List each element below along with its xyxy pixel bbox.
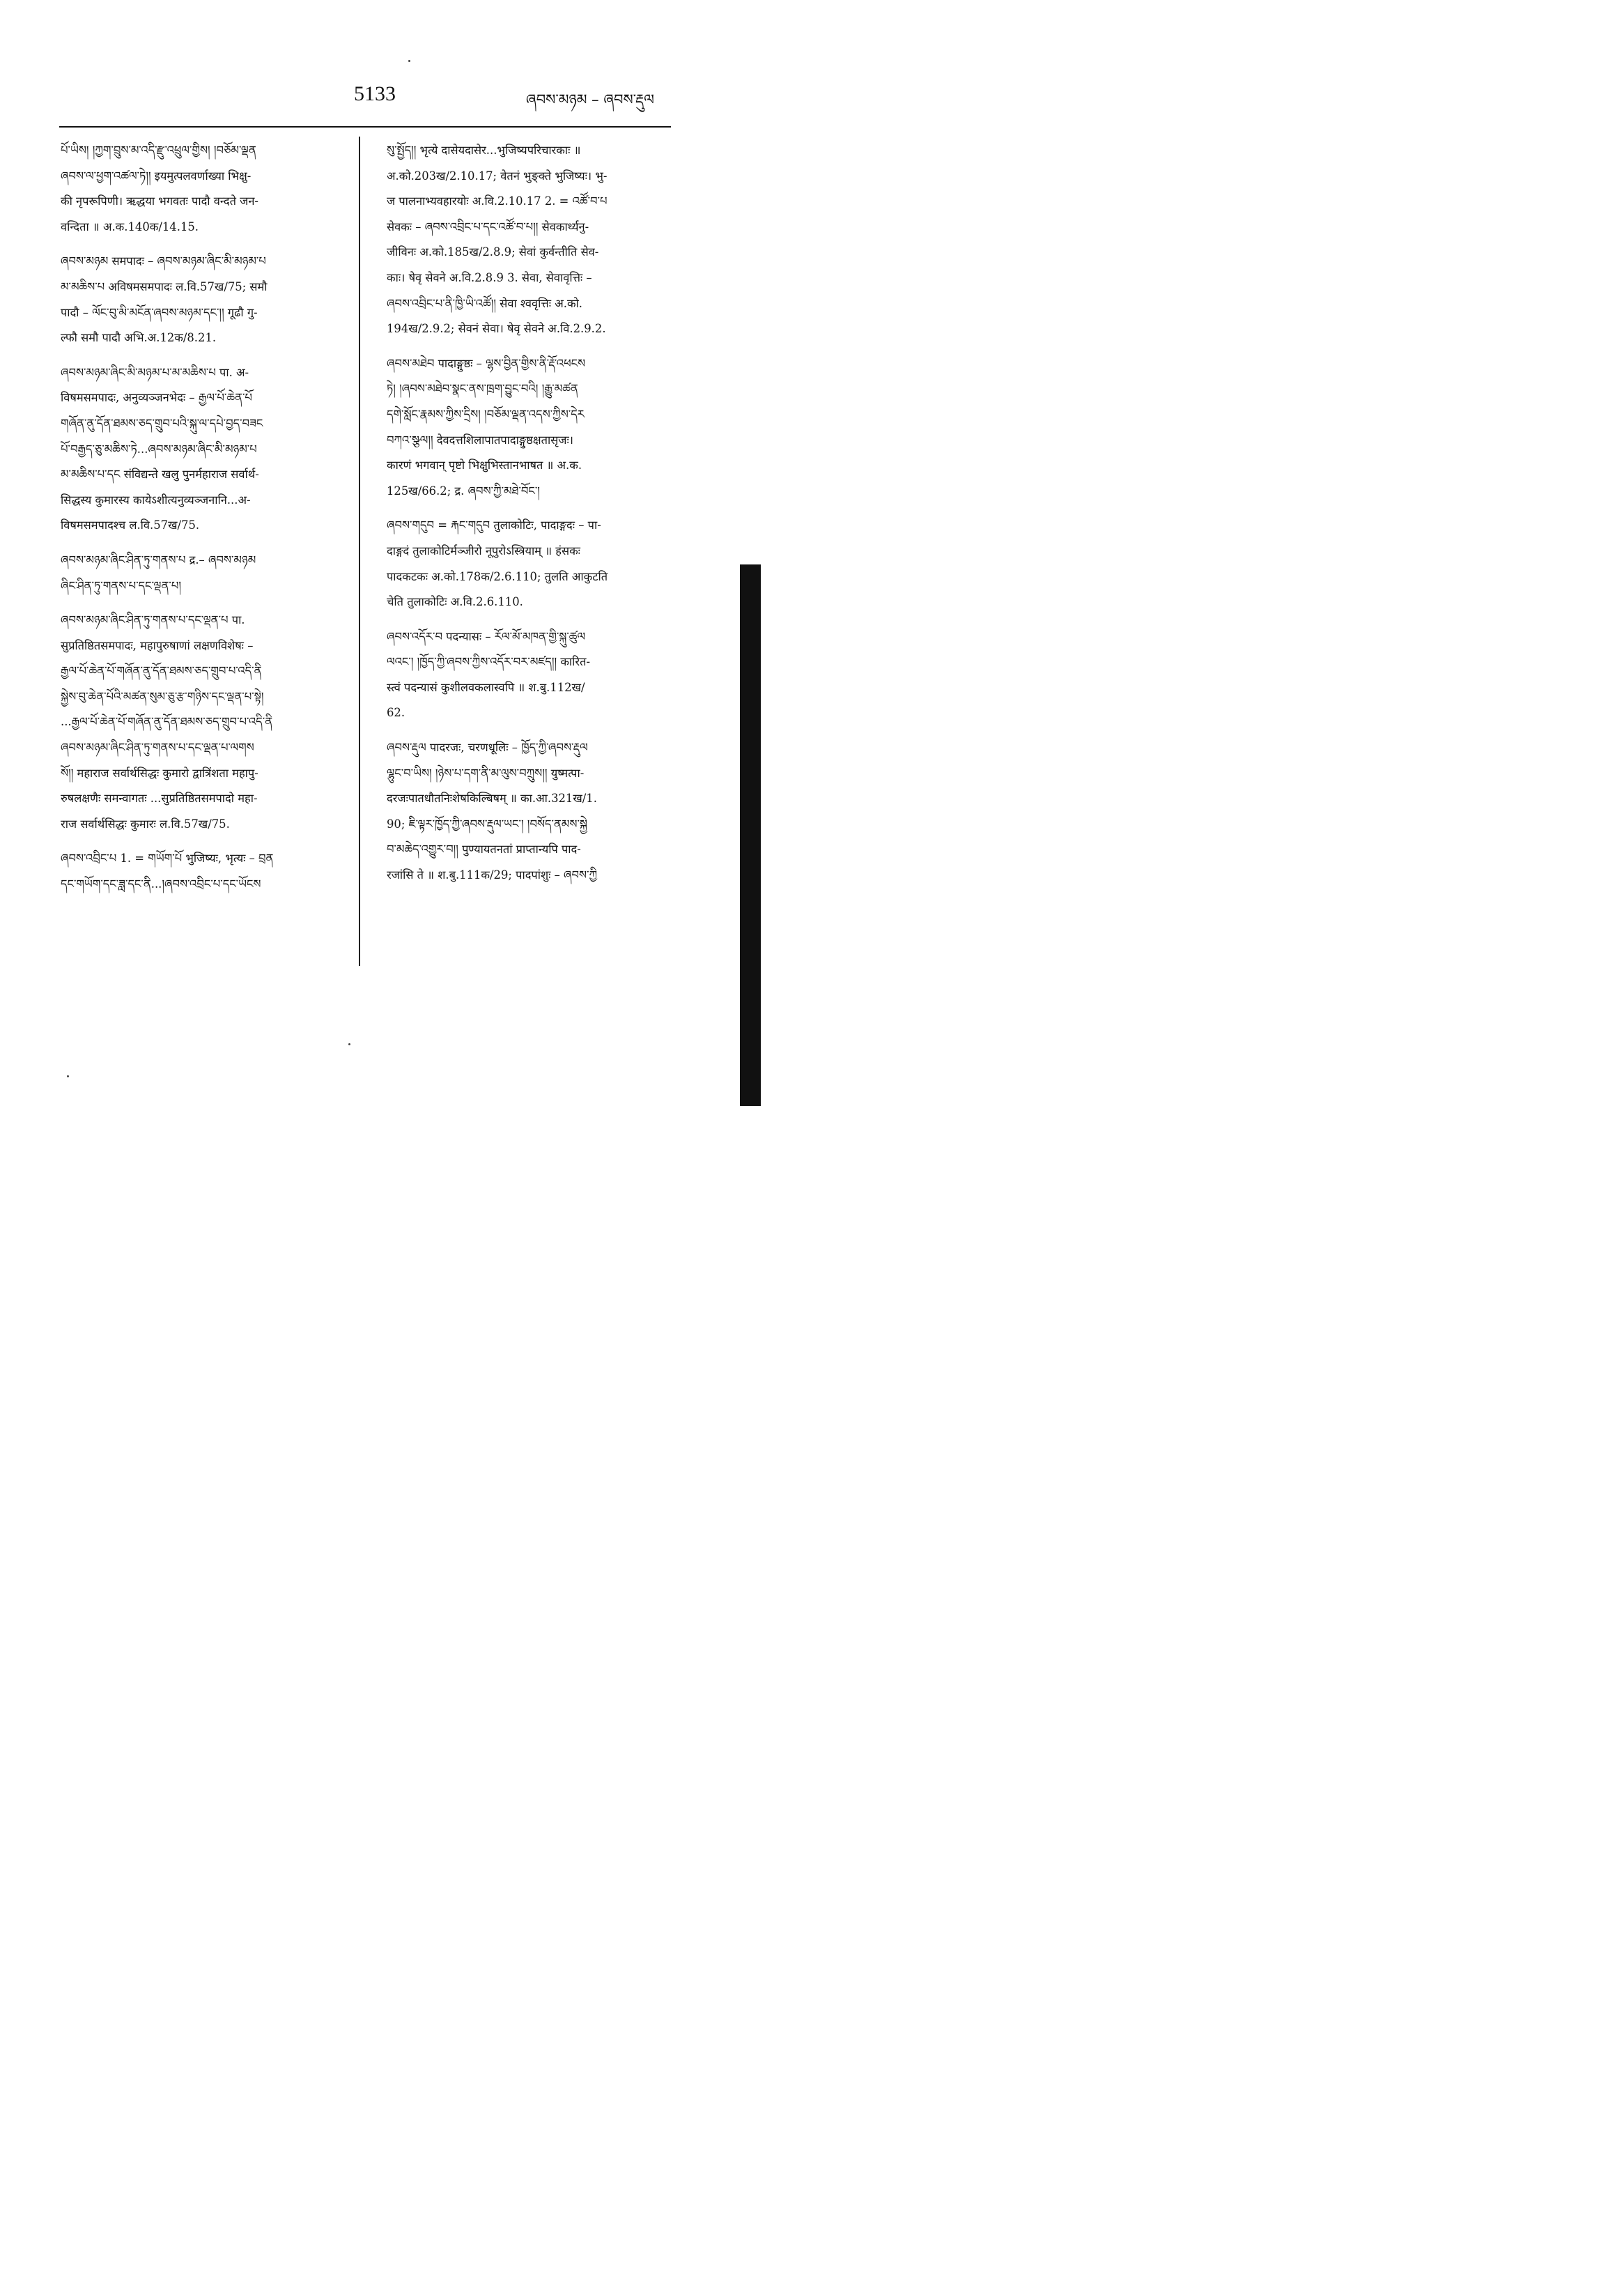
entry-line: ཞིང་ཤིན་ཏུ་གནས་པ་དང་ལྡན་པ། xyxy=(61,578,181,592)
entry-line: པོ་བརྒྱད་ཅུ་མཆིས་ཏེ...ཞབས་མཉམ་ཞིང་མི་མཉམ་པ xyxy=(61,442,257,456)
entry-line: पादकटकः अ.को.178क/2.6.110; तुलति आकुटति xyxy=(387,569,608,583)
entry-line: བ་མཆེད་འགྱུར་བ།། पुण्यायतनतां प्राप्तान्यपि पाद- xyxy=(387,843,581,856)
entry-line: བཀའ་སྩལ།། देवदत्तशिलापातपादाङ्गुष्ठक्षतासृजः। xyxy=(387,433,573,447)
entry-line: सेवकः – ཞབས་འབྲིང་པ་དང་འཚོ་བ་པ།། सेवकार्थ्यनु- xyxy=(387,220,589,233)
entry-line: दरजःपातधौतनिःशेषकिल्बिषम् ॥ का.आ.321ख/1. xyxy=(387,792,597,806)
entry-line: ཞབས་མཉམ समपादः – ཞབས་མཉམ་ཞིང་མི་མཉམ་པ xyxy=(61,254,266,268)
entry-line: काः। षेवृ सेवने अ.वि.2.8.9 3. सेवा, सेवावृत्तिः – xyxy=(387,270,592,284)
header-rule xyxy=(59,126,671,128)
entry-line: विषमसमपादः, अनुव्यञ्जनभेदः – རྒྱལ་པོ་ཆེན་པོ xyxy=(61,391,252,405)
dictionary-entry xyxy=(61,138,341,240)
entry-line: ཞབས་མཐེབ पादाङ्गुष्ठः – ལྷས་བྱིན་གྱིས་ནི་རྡོ་འཕངས xyxy=(387,356,586,370)
entry-line: रजांसि ते ॥ श.बु.111क/29; पादपांशुः – ཞབས་ཀྱི xyxy=(387,868,598,882)
entry-line: सिद्धस्य कुमारस्य कायेऽशीत्यनुव्यञ्जनानि...अ- xyxy=(61,493,251,507)
entry-line: དང་གཡོག་དང་ཟླ་དང་ནི...།ཞབས་འབྲིང་པ་དང་ཡོངས xyxy=(61,877,261,891)
entry-line: 62. xyxy=(387,706,405,720)
dictionary-entry xyxy=(61,608,341,837)
dictionary-entry xyxy=(61,548,341,599)
page-number: 5133 xyxy=(354,82,396,105)
dictionary-entry xyxy=(61,249,341,351)
dictionary-entry xyxy=(61,846,341,897)
entry-line: ཞབས་གདུབ = རྐང་གདུབ तुलाकोटिः, पादाङ्गदः – पा- xyxy=(387,518,601,532)
entry-line: ཞབས་ལ་ཕྱག་འཚལ་ཏེ།། इयमुत्पलवर्णाख्या भिक्षु- xyxy=(61,169,252,183)
dictionary-entry xyxy=(61,360,341,539)
page-header xyxy=(0,0,784,136)
entry-line: དགེ་སློང་རྣམས་ཀྱིས་དྲིས། །བཅོམ་ལྡན་འདས་ཀྱིས་དེར xyxy=(387,407,585,421)
scan-speck xyxy=(348,1043,350,1045)
entry-line: ཞབས་འདོར་བ पदन्यासः – རོལ་མོ་མཁན་གྱི་སྐུ་ཚུལ xyxy=(387,629,586,643)
entry-line: པོ་ཡིས། །ཀྱག་བྲུས་མ་འདི་རྫུ་འཕྲུལ་གྱིས། །བཅོམ་ལྡན xyxy=(61,144,256,157)
dictionary-entry xyxy=(387,513,667,615)
running-head: ཞབས་མཉམ – ཞབས་རྡུལ xyxy=(526,91,654,108)
entry-line: वन्दिता ॥ अ.क.140क/14.15. xyxy=(61,220,199,233)
entry-line: 125ख/66.2; द्र. ཞབས་ཀྱི་མཐེ་བོང་། xyxy=(387,484,540,498)
entry-line: की नृपरूपिणी। ऋद्धया भगवतः पादौ वन्दते जन- xyxy=(61,194,258,208)
entry-line: ཞབས་མཉམ་ཞིང་ཤིན་ཏུ་གནས་པ द्र.– ཞབས་མཉམ xyxy=(61,553,256,567)
entry-line: སྐྱེས་བུ་ཆེན་པོའི་མཚན་སུམ་ཅུ་རྩ་གཉིས་དང་ལྡན་པ་སྟེ། xyxy=(61,689,264,703)
entry-line: ཞབས་མཉམ་ཞིང་ཤིན་ཏུ་གནས་པ་དང་ལྡན་པ पा. xyxy=(61,613,245,627)
entry-line: कारणं भगवान् पृष्टो भिक्षुभिस्तानभाषत ॥ अ.क. xyxy=(387,459,582,472)
entry-line: ཞབས་རྡུལ पादरजः, चरणधूलिः – ཁྱོད་ཀྱི་ཞབས་རྡུལ xyxy=(387,741,588,755)
entry-line: अ.को.203ख/2.10.17; वेतनं भुङ्क्ते भुजिष्यः। भु- xyxy=(387,169,608,183)
entry-line: རྒྱལ་པོ་ཆེན་པོ་གཞོན་ནུ་དོན་ཐམས་ཅད་གྲུབ་པ་འདི་ནི xyxy=(61,664,262,678)
dictionary-entry xyxy=(387,351,667,505)
entry-line: ཞབས་འབྲིང་པ 1. = གཡོག་པོ भुजिष्यः, भृत्यः – བྲན xyxy=(61,852,274,866)
scan-speck xyxy=(67,1075,69,1077)
entry-line: स्त्वं पदन्यासं कुशीलवकलास्वपि ॥ श.बु.112ख/ xyxy=(387,680,585,694)
entry-line: སོ།། महाराज सर्वार्थसिद्धः कुमारो द्वात्रिंशता महापु- xyxy=(61,766,258,780)
entry-line: ཏེ། །ཞབས་མཐེབ་སྣང་ནས་ཁྲག་བྱུང་བའི། །རྒྱུ་མཚན xyxy=(387,382,578,396)
entry-line: ཞབས་འབྲིང་པ་ནི་ཁྱི་ཡི་འཚོ།། सेवा श्ववृत्तिः अ.को. xyxy=(387,296,582,310)
entry-line: विषमसमपादश्च ल.वि.57ख/75. xyxy=(61,518,200,532)
entry-line: ल्फौ समौ पादौ अभि.अ.12क/8.21. xyxy=(61,331,217,345)
entry-continuation xyxy=(387,138,667,342)
entry-line: पादौ – ལོང་བུ་མི་མངོན་ཞབས་མཉམ་དང་།། गूढौ गु- xyxy=(61,305,258,319)
entry-line: 90; ཇི་ལྟར་ཁྱོད་ཀྱི་ཞབས་རྡུལ་ཡང་། །བསོད་ནམས་སྐྱེ xyxy=(387,817,587,831)
entry-line: ལའང་། །ཁྱོད་ཀྱི་ཞབས་ཀྱིས་འདོར་བར་མཛད།། कारित- xyxy=(387,655,590,669)
entry-line: ལྷུང་བ་ཡིས། །ཉེས་པ་དག་ནི་མ་ལུས་བཀྲུས།། युष्मत्पा- xyxy=(387,766,585,780)
entry-line: 194ख/2.9.2; सेवनं सेवा। षेवृ सेवने अ.वि.2.9.2. xyxy=(387,322,606,336)
entry-line: ...རྒྱལ་པོ་ཆེན་པོ་གཞོན་ནུ་དོན་ཐམས་ཅད་གྲུབ་པ་འདི་ནི xyxy=(61,715,273,729)
entry-line: रुषलक्षणैः समन्वागतः ...सुप्रतिष्ठितसमपादो महा- xyxy=(61,792,258,806)
right-column xyxy=(387,138,667,898)
scan-edge-bar xyxy=(740,564,761,1106)
left-column xyxy=(61,138,341,907)
entry-line: दाङ्गदं तुलाकोटिर्मञ्जीरो नूपुरोऽस्त्रियाम् ॥ हंसकः xyxy=(387,544,580,557)
entry-line: ཞབས་མཉམ་ཞིང་ཤིན་ཏུ་གནས་པ་དང་ལྡན་པ་ལགས xyxy=(61,741,254,755)
dictionary-entry xyxy=(387,735,667,889)
entry-line: ཞབས་མཉམ་ཞིང་མི་མཉམ་པ་མ་མཆིས་པ पा. अ- xyxy=(61,365,249,379)
entry-line: མ་མཆིས་པ་དང संविद्यन्ते खलु पुनर्महाराज सर्वार्थ- xyxy=(61,468,259,482)
dictionary-entry xyxy=(387,624,667,726)
entry-line: जीविनः अ.को.185ख/2.8.9; सेवां कुर्वन्तीति सेव- xyxy=(387,245,599,259)
entry-line: གཞོན་ནུ་དོན་ཐམས་ཅད་གྲུབ་པའི་སྐུ་ལ་དཔེ་བྱད་བཟང xyxy=(61,416,263,430)
scan-speck xyxy=(408,60,410,62)
entry-line: ज पालनाभ्यवहारयोः अ.वि.2.10.17 2. = འཚོ་བ་པ xyxy=(387,194,608,208)
entry-line: མ་མཆིས་པ अविषमसमपादः ल.वि.57ख/75; समौ xyxy=(61,279,268,293)
entry-line: སུ་སྤྱོད།། भृत्ये दासेयदासेर...भुजिष्यपरिचारकाः ॥ xyxy=(387,144,581,157)
entry-line: राज सर्वार्थसिद्धः कुमारः ल.वि.57ख/75. xyxy=(61,817,230,831)
entry-line: सुप्रतिष्ठितसमपादः, महापुरुषाणां लक्षणविशेषः – xyxy=(61,638,254,652)
column-divider xyxy=(359,137,360,966)
entry-line: चेति तुलाकोटिः अ.वि.2.6.110. xyxy=(387,595,523,609)
